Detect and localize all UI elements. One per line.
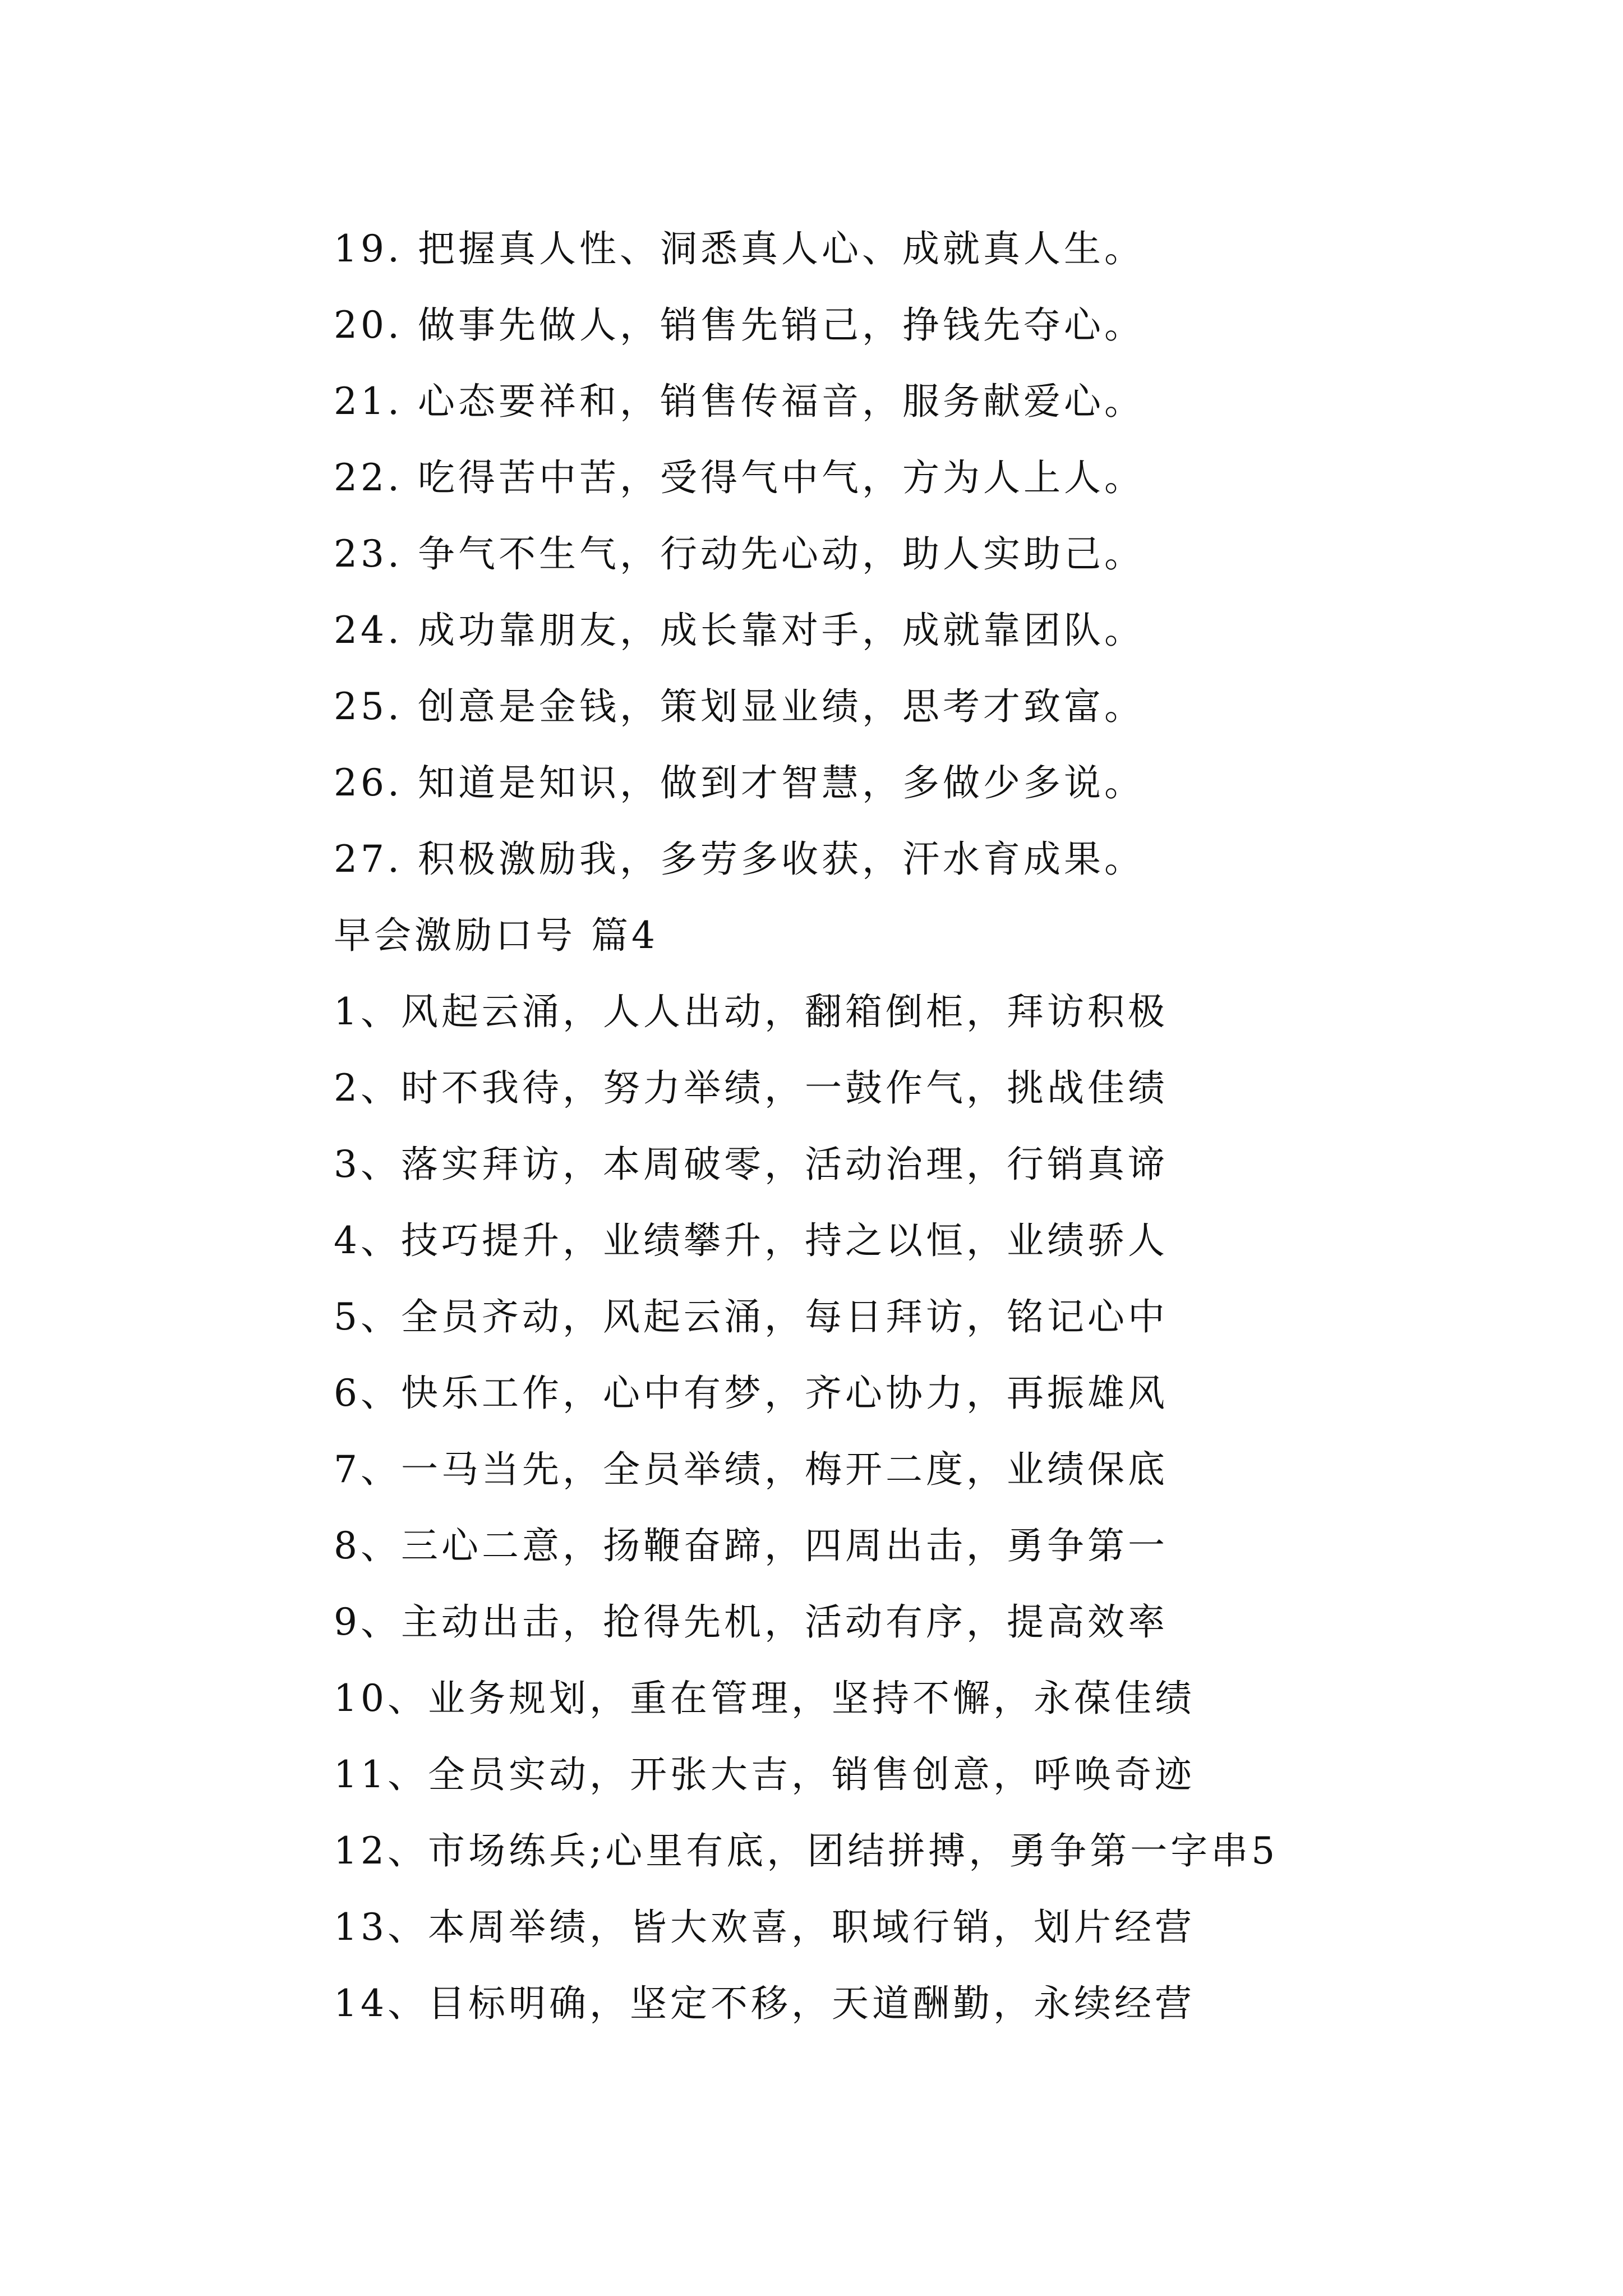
slogan-line: 13、本周举绩，皆大欢喜，职域行销，划片经营 — [334, 1906, 1195, 1949]
slogan-line: 4、技巧提升，业绩攀升，持之以恒，业绩骄人 — [334, 1219, 1168, 1262]
slogan-line: 7、一马当先，全员举绩，梅开二度，业绩保底 — [334, 1448, 1168, 1491]
slogan-line: 9、主动出击，抢得先机，活动有序，提高效率 — [334, 1600, 1168, 1644]
slogan-line: 2、时不我待，努力举绩，一鼓作气，挑战佳绩 — [334, 1066, 1168, 1110]
slogan-line: 24. 成功靠朋友，成长靠对手，成就靠团队。 — [334, 609, 1145, 652]
slogan-line: 20. 做事先做人，销售先销己，挣钱先夺心。 — [334, 303, 1145, 347]
slogan-line: 6、快乐工作，心中有梦，齐心协力，再振雄风 — [334, 1372, 1168, 1415]
slogan-line: 3、落实拜访，本周破零，活动治理，行销真谛 — [334, 1143, 1168, 1186]
slogan-line: 1、风起云涌，人人出动，翻箱倒柜，拜访积极 — [334, 990, 1168, 1033]
text-block — [334, 211, 1455, 2042]
slogan-line: 12、市场练兵;心里有底，团结拼搏，勇争第一字串5 — [334, 1829, 1279, 1872]
slogan-line: 19. 把握真人性、洞悉真人心、成就真人生。 — [334, 227, 1145, 270]
slogan-line: 14、目标明确，坚定不移，天道酬勤，永续经营 — [334, 1982, 1195, 2025]
slogan-line: 26. 知道是知识，做到才智慧，多做少多说。 — [334, 761, 1145, 804]
slogan-line: 22. 吃得苦中苦，受得气中气，方为人上人。 — [334, 456, 1145, 499]
section-heading: 早会激励口号 篇4 — [334, 914, 658, 957]
slogan-line: 27. 积极激励我，多劳多收获，汗水育成果。 — [334, 838, 1145, 881]
slogan-line: 10、业务规划，重在管理，坚持不懈，永葆佳绩 — [334, 1677, 1195, 1720]
slogan-line: 25. 创意是金钱，策划显业绩，思考才致富。 — [334, 685, 1145, 728]
slogan-line: 21. 心态要祥和，销售传福音，服务献爱心。 — [334, 380, 1145, 423]
slogan-line: 8、三心二意，扬鞭奋蹄，四周出击，勇争第一 — [334, 1524, 1168, 1567]
slogan-line: 11、全员实动，开张大吉，销售创意，呼唤奇迹 — [334, 1753, 1195, 1796]
slogan-line: 5、全员齐动，风起云涌，每日拜访，铭记心中 — [334, 1295, 1168, 1338]
slogan-line: 23. 争气不生气，行动先心动，助人实助己。 — [334, 532, 1145, 576]
